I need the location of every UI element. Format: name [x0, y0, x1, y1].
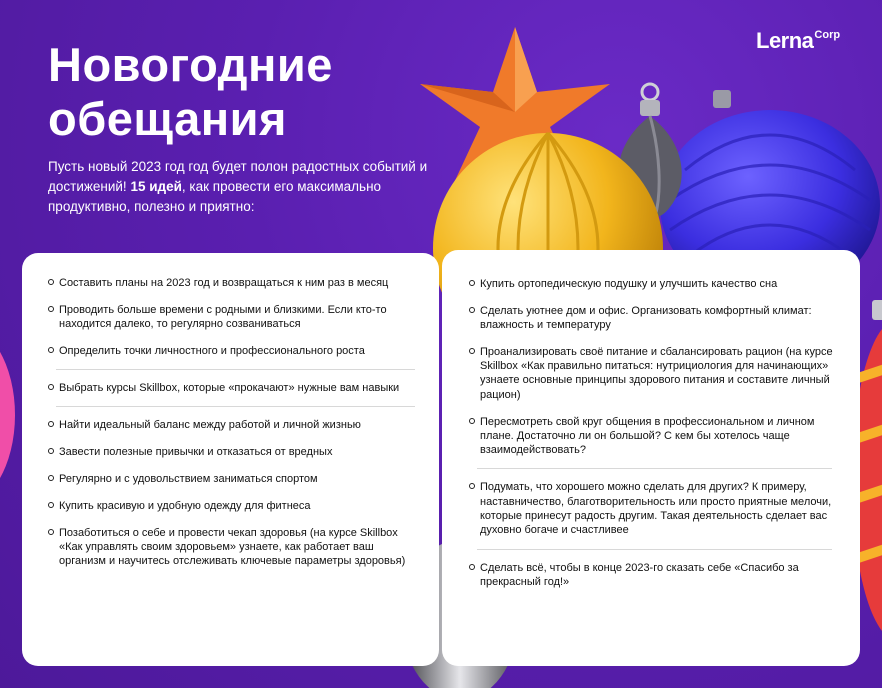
page-title — [48, 38, 333, 146]
list-item: Определить точки личностного и профессионального роста — [48, 344, 423, 358]
list-item: Завести полезные привычки и отказаться от вредных — [48, 445, 423, 459]
list-item: Купить красивую и удобную одежду для фитнеса — [48, 499, 423, 513]
intro-bold: 15 идей — [130, 179, 182, 194]
list-item: Найти идеальный баланс между работой и личной жизнью — [48, 418, 423, 432]
pink-ornament-icon — [0, 320, 20, 510]
list-item: Проводить больше времени с родными и близкими. Если кто-то находится далеко, то регулярно созваниваться — [48, 303, 423, 332]
logo-main: Lerna — [756, 28, 814, 53]
list-item: Выбрать курсы Skillbox, которые «прокачают» нужные вам навыки — [48, 381, 423, 395]
logo-sup: Corp — [814, 29, 841, 41]
list-item: Сделать уютнее дом и офис. Организовать комфортный климат: влажность и температуру — [469, 304, 840, 333]
divider — [56, 369, 415, 370]
intro-before: Пусть новый 2023 год год будет полон радостных событий и достижений! — [48, 159, 428, 194]
title-line-1: Новогодние — [48, 38, 333, 91]
right-list-card — [442, 250, 860, 666]
list-item: Пересмотреть свой круг общения в профессиональном и личном плане. Достаточно ли он большой? С кем бы хотелось чаще взаимодействовать? — [469, 415, 840, 458]
list-item: Составить планы на 2023 год и возвращаться к ним раз в месяц — [48, 276, 423, 290]
list-item: Проанализировать своё питание и сбалансировать рацион (на курсе Skillbox «Как правильно питаться: нутрициология для начинающих» узнаете основные принципы здорового питания и составите личный рацион) — [469, 345, 840, 402]
lerna-corp-logo — [756, 28, 839, 54]
list-item: Позаботиться о себе и провести чекап здоровья (на курсе Skillbox «Как управлять своим здоровьем» узнаете, как работает ваш организм и научитесь отслеживать ключевые параметры здоровья) — [48, 526, 423, 569]
intro-after: , как провести его максимально продуктивно, полезно и приятно: — [48, 179, 382, 214]
title-line-2: обещания — [48, 92, 287, 145]
divider — [56, 406, 415, 407]
list-item: Сделать всё, чтобы в конце 2023-го сказать себе «Спасибо за прекрасный год!» — [469, 561, 840, 590]
divider — [477, 549, 832, 550]
list-item: Купить ортопедическую подушку и улучшить качество сна — [469, 277, 840, 291]
left-list-card — [22, 253, 439, 666]
list-item: Регулярно и с удовольствием заниматься спортом — [48, 472, 423, 486]
list-item: Подумать, что хорошего можно сделать для других? К примеру, наставничество, благотворительность или просто приятные мелочи, которые принесут радость другим. Такая деятельность сделает вас духовно богаче и счастливее — [469, 480, 840, 537]
divider — [477, 468, 832, 469]
intro-text — [48, 157, 428, 217]
